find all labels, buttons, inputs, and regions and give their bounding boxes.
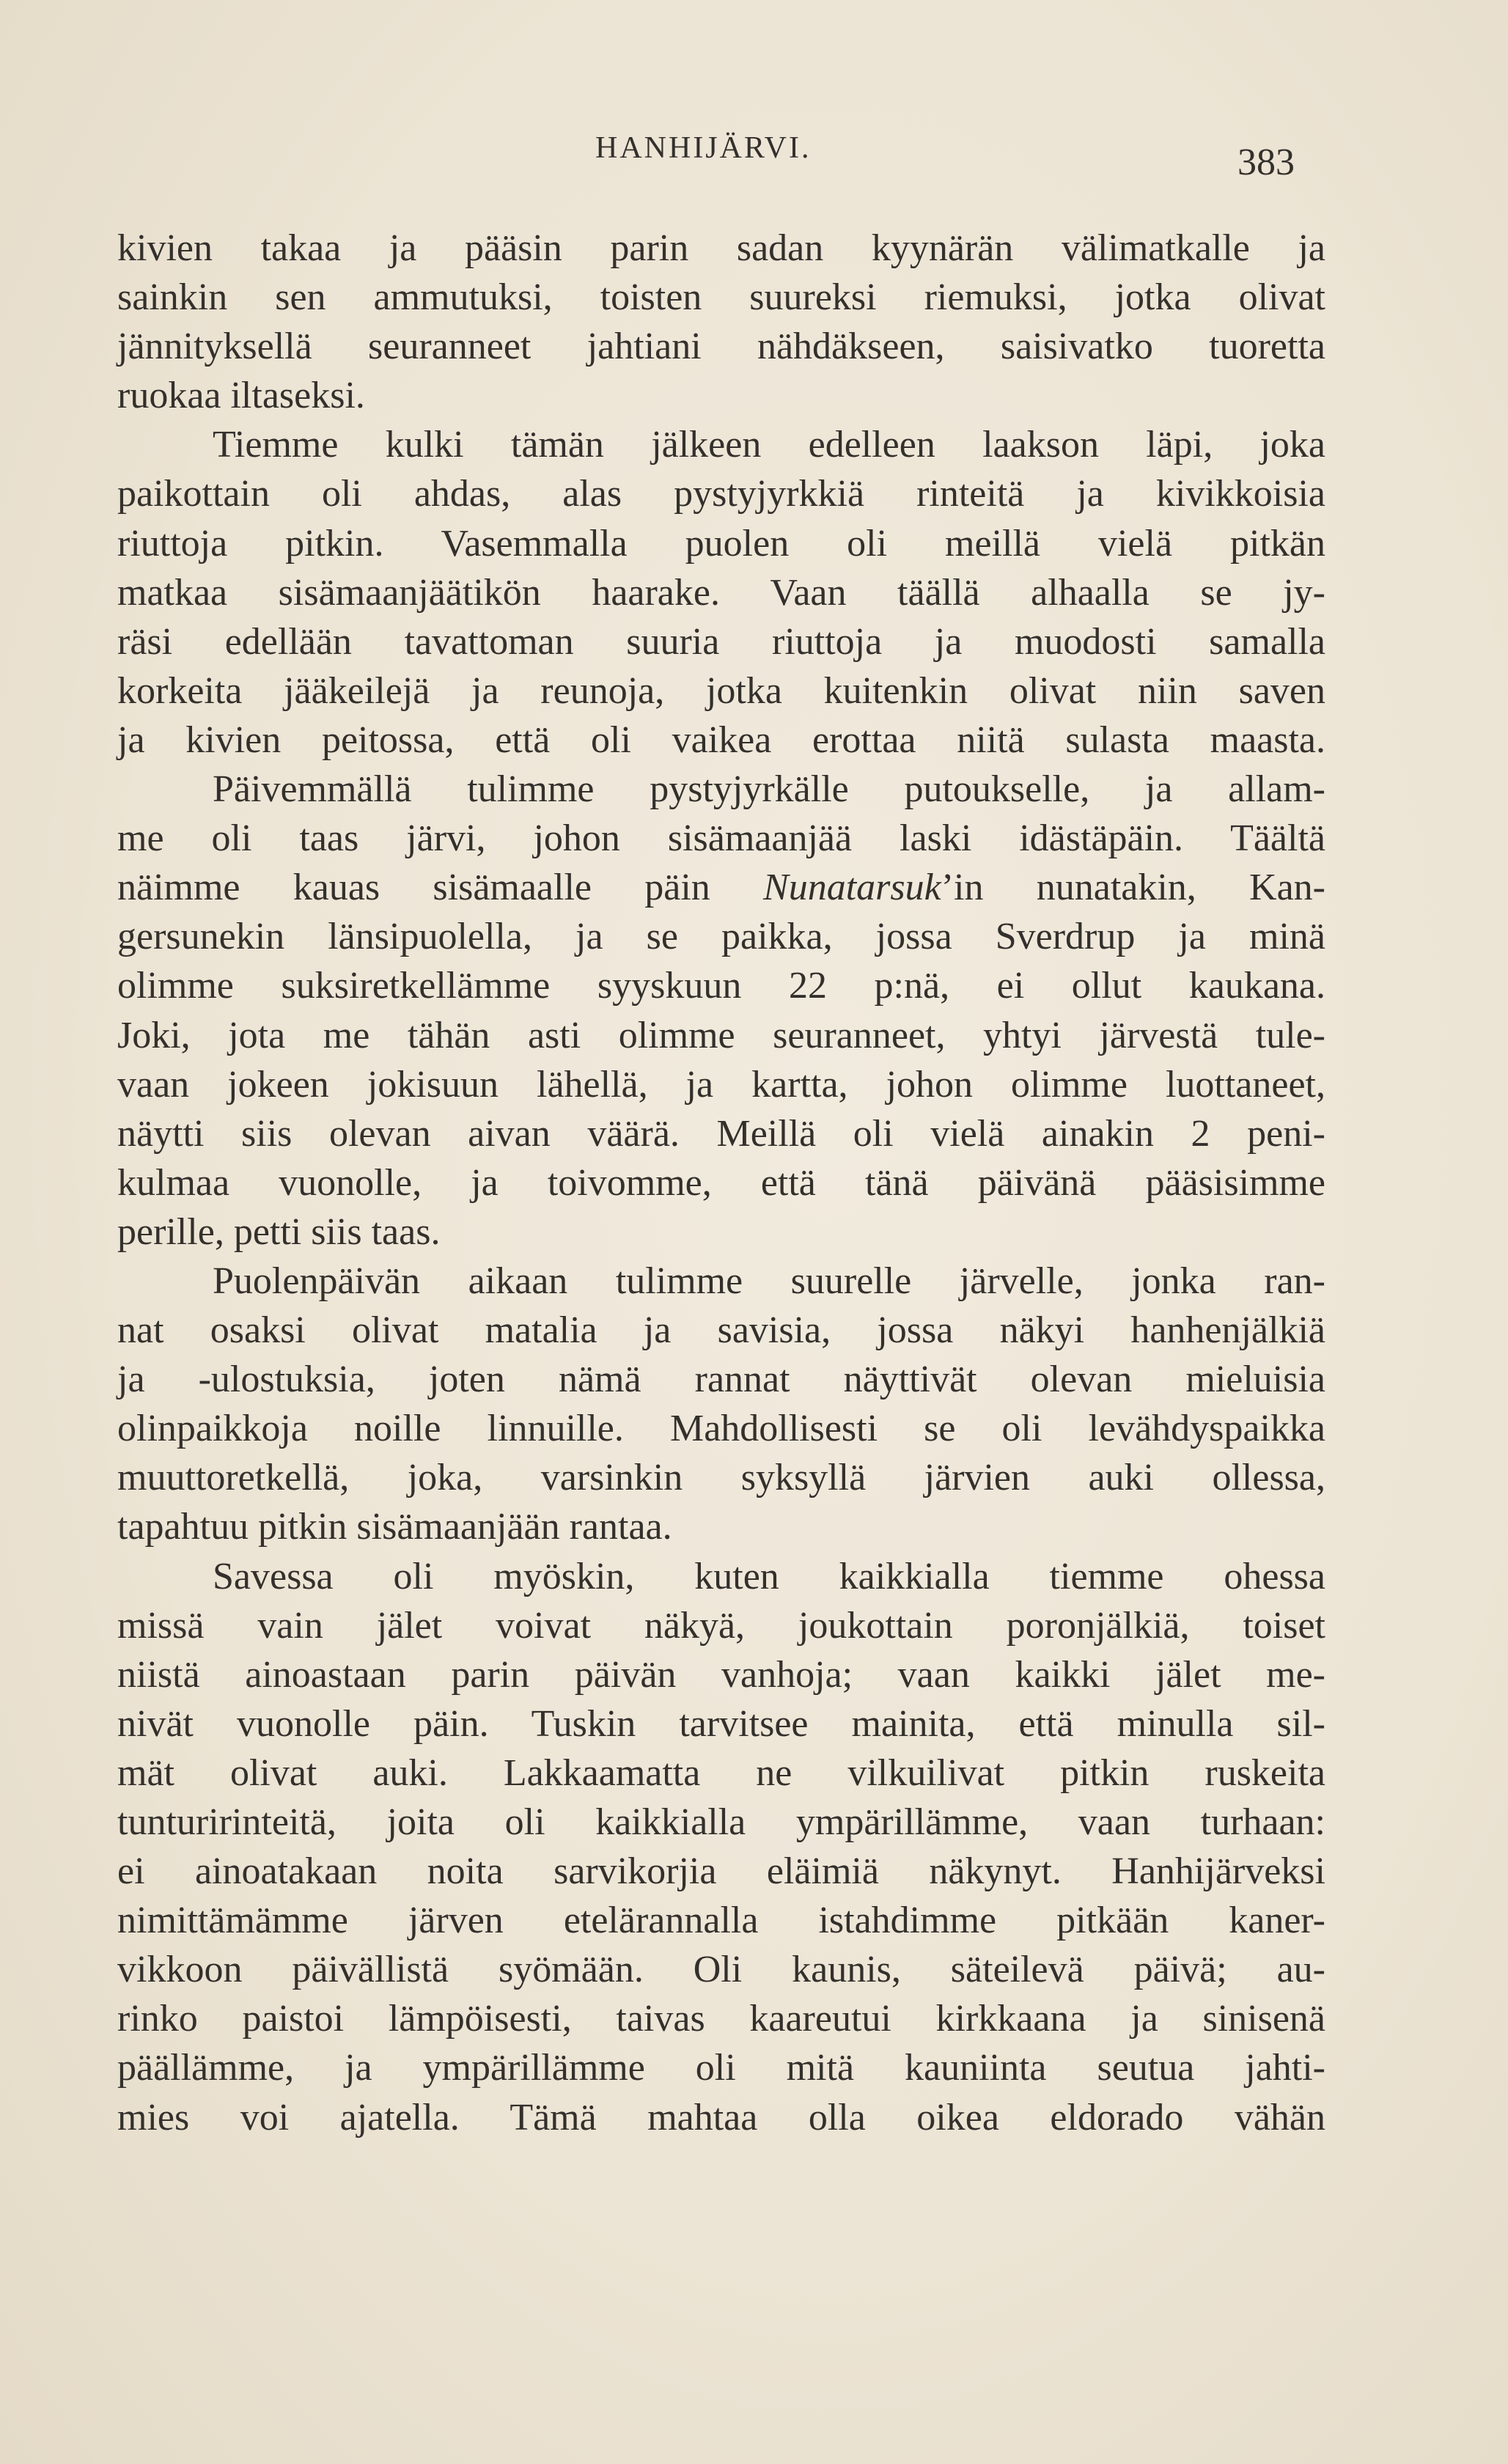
- text-line: vikkoon päivällistä syömään. Oli kaunis, säteilevä päivä; au-: [117, 1949, 1325, 1991]
- text-line: ruokaa iltaseksi.: [117, 375, 365, 417]
- text-line: vaan jokeen jokisuun lähellä, ja kartta, johon olimme luottaneet,: [117, 1063, 1325, 1106]
- text-line: näytti siis olevan aivan väärä. Meillä oli vielä ainakin 2 peni-: [117, 1112, 1325, 1155]
- text-line: nivät vuonolle päin. Tuskin tarvitsee mainita, että minulla sil-: [117, 1702, 1325, 1745]
- text-line: [117, 863, 1325, 912]
- text-line: tunturirinteitä, joita oli kaikkialla ympärillämme, vaan turhaan:: [117, 1801, 1325, 1843]
- text-line: me oli taas järvi, johon sisämaanjää laski idästäpäin. Täältä: [117, 817, 1325, 860]
- text-line: perille, petti siis taas.: [117, 1210, 441, 1253]
- text-line: ei ainoatakaan noita sarvikorjia eläimiä näkynyt. Hanhijärveksi: [117, 1850, 1325, 1893]
- text-line: kivien takaa ja pääsin parin sadan kyynärän välimatkalle ja: [117, 227, 1325, 269]
- text-line: kulmaa vuonolle, ja toivomme, että tänä päivänä pääsisimme: [117, 1161, 1325, 1204]
- text-line: Savessa oli myöskin, kuten kaikkialla tiemme ohessa: [213, 1555, 1325, 1597]
- text-line: paikottain oli ahdas, alas pystyjyrkkiä rinteitä ja kivikkoisia: [117, 473, 1325, 515]
- page-number: 383: [1237, 141, 1295, 183]
- text-line: muuttoretkellä, joka, varsinkin syksyllä järvien auki ollessa,: [117, 1457, 1325, 1499]
- text-line: räsi edellään tavattoman suuria riuttoja ja muodosti samalla: [117, 620, 1325, 663]
- text-line: jännityksellä seuranneet jahtiani nähdäkseen, saisivatko tuoretta: [117, 326, 1325, 368]
- text-line: ja kivien peitossa, että oli vaikea erottaa niitä sulasta maasta.: [117, 718, 1325, 761]
- text-line: nat osaksi olivat matalia ja savisia, jossa näkyi hanhenjälkiä: [117, 1309, 1325, 1352]
- text-line: Päivemmällä tulimme pystyjyrkälle putoukselle, ja allam-: [213, 768, 1325, 811]
- text-line: ja -ulostuksia, joten nämä rannat näyttivät olevan mieluisia: [117, 1358, 1325, 1401]
- text-line: olimme suksiretkellämme syyskuun 22 p:nä, ei ollut kaukana.: [117, 965, 1325, 1007]
- text-line: missä vain jälet voivat näkyä, joukottain poronjälkiä, toiset: [117, 1604, 1325, 1647]
- text-line: sainkin sen ammutuksi, toisten suureksi riemuksi, jotka olivat: [117, 276, 1325, 319]
- text-line: Tiemme kulki tämän jälkeen edelleen laakson läpi, joka: [213, 424, 1325, 466]
- text-line: tapahtuu pitkin sisämaanjään rantaa.: [117, 1506, 672, 1548]
- text-line: niistä ainoastaan parin päivän vanhoja; vaan kaikki jälet me-: [117, 1653, 1325, 1696]
- text-segment: ’in nunatakin, Kan-: [941, 867, 1325, 909]
- text-line: gersunekin länsipuolella, ja se paikka, jossa Sverdrup ja minä: [117, 916, 1325, 958]
- text-line: mät olivat auki. Lakkaamatta ne vilkuilivat pitkin ruskeita: [117, 1751, 1325, 1794]
- body-text: [117, 224, 1325, 2142]
- text-segment: näimme kauas sisämaalle päin: [117, 867, 764, 909]
- text-line: rinko paistoi lämpöisesti, taivas kaareutui kirkkaana ja sinisenä: [117, 1998, 1325, 2040]
- text-line: päällämme, ja ympärillämme oli mitä kauniinta seutua jahti-: [117, 2047, 1325, 2089]
- text-line: Puolenpäivän aikaan tulimme suurelle järvelle, jonka ran-: [213, 1259, 1325, 1302]
- text-line: Joki, jota me tähän asti olimme seuranneet, yhtyi järvestä tule-: [117, 1014, 1325, 1056]
- text-line: korkeita jääkeilejä ja reunoja, jotka kuitenkin olivat niin saven: [117, 669, 1325, 712]
- text-line: matkaa sisämaanjäätikön haarake. Vaan täällä alhaalla se jy-: [117, 571, 1325, 614]
- italic-place-name: Nunatarsuk: [763, 867, 941, 909]
- running-title: HANHIJÄRVI.: [595, 131, 812, 165]
- text-line: olinpaikkoja noille linnuille. Mahdollisesti se oli levähdyspaikka: [117, 1408, 1325, 1450]
- text-line: nimittämämme järven etelärannalla istahdimme pitkään kaner-: [117, 1900, 1325, 1942]
- text-line: riuttoja pitkin. Vasemmalla puolen oli meillä vielä pitkän: [117, 522, 1325, 564]
- text-line: mies voi ajatella. Tämä mahtaa olla oikea eldorado vähän: [117, 2096, 1325, 2138]
